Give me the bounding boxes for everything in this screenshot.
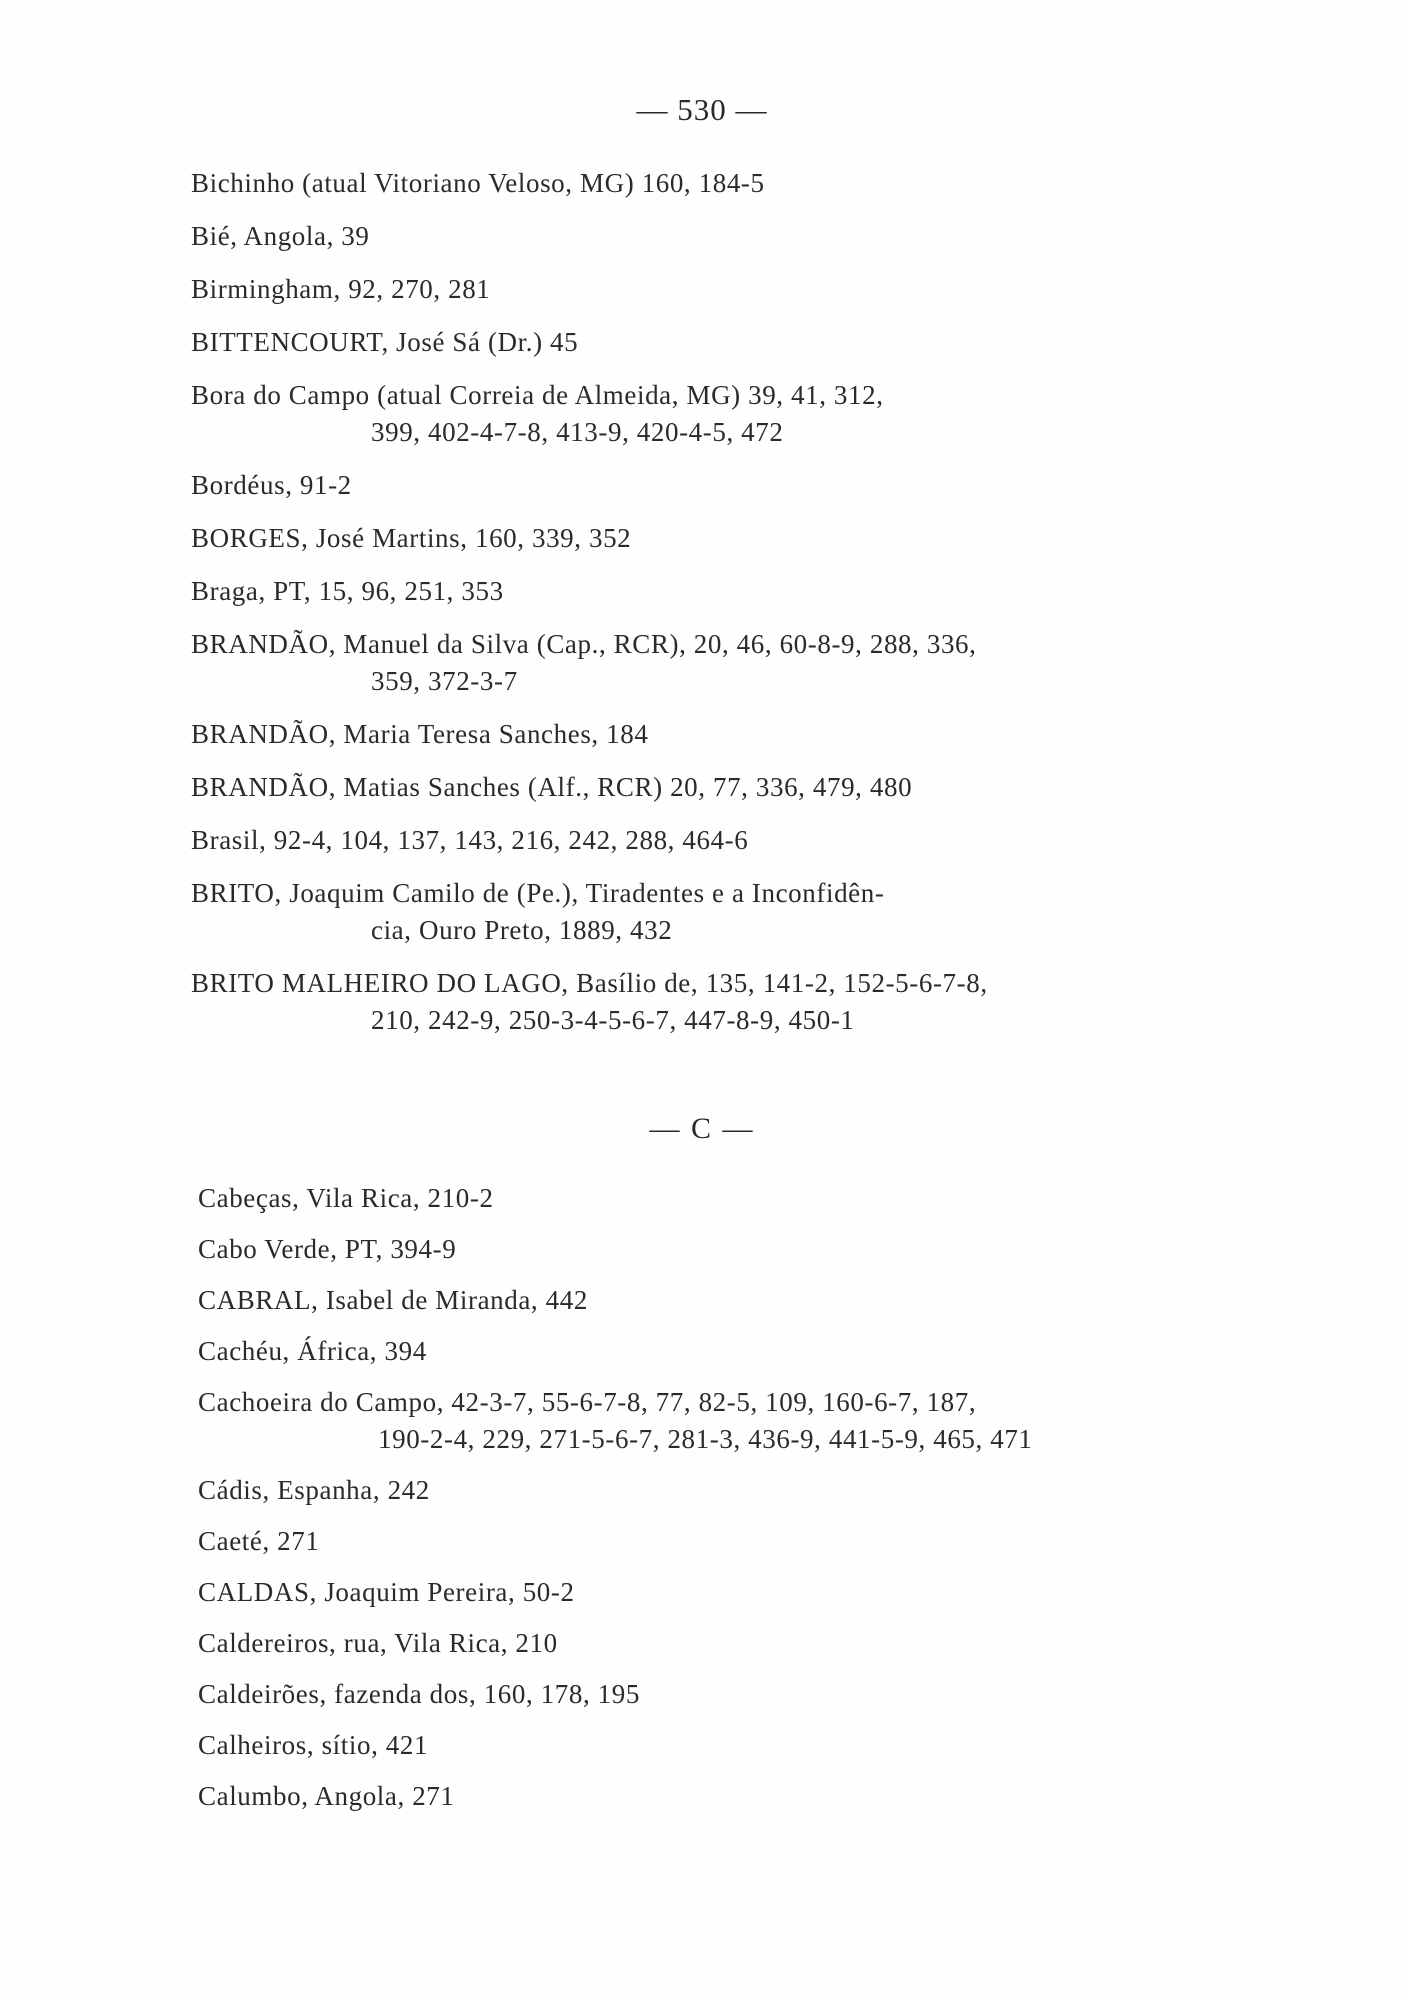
index-entry-continuation: 399, 402-4-7-8, 413-9, 420-4-5, 472 [371, 417, 784, 447]
index-entry [191, 218, 1221, 255]
index-entry-line: Bichinho (atual Vitoriano Veloso, MG) 160, 184-5 [191, 168, 765, 198]
index-entry-line: CABRAL, Isabel de Miranda, 442 [198, 1285, 588, 1315]
index-entry-continuation: 210, 242-9, 250-3-4-5-6-7, 447-8-9, 450-1 [371, 1005, 855, 1035]
index-entry-line: Calheiros, sítio, 421 [198, 1730, 429, 1760]
index-entry [191, 716, 1221, 753]
letter-heading-c: — C — [649, 1112, 755, 1145]
index-section-b [191, 165, 1221, 1055]
index-section-c [198, 1180, 1228, 1829]
index-entry [191, 467, 1221, 504]
index-entry [198, 1282, 1228, 1319]
index-entry [198, 1778, 1228, 1815]
index-entry [191, 324, 1221, 361]
page-number: — 530 — [636, 92, 768, 127]
index-entry [198, 1574, 1228, 1611]
index-entry [198, 1472, 1228, 1509]
index-entry-continuation: 359, 372-3-7 [371, 666, 518, 696]
index-entry [198, 1384, 1228, 1458]
index-entry [198, 1180, 1228, 1217]
index-entry [198, 1231, 1228, 1268]
index-entry-line: Caldeirões, fazenda dos, 160, 178, 195 [198, 1679, 640, 1709]
index-entry-line: Brasil, 92-4, 104, 137, 143, 216, 242, 288, 464-6 [191, 825, 749, 855]
index-entry-line: Bora do Campo (atual Correia de Almeida, MG) 39, 41, 312, [191, 380, 884, 410]
index-entry [198, 1727, 1228, 1764]
index-entry [191, 377, 1221, 451]
index-entry-line: BORGES, José Martins, 160, 339, 352 [191, 523, 632, 553]
index-entry-line: BRITO, Joaquim Camilo de (Pe.), Tiradentes e a Inconfidên- [191, 878, 885, 908]
index-entry [191, 875, 1221, 949]
index-entry-line: BITTENCOURT, José Sá (Dr.) 45 [191, 327, 579, 357]
index-entry-line: Cádis, Espanha, 242 [198, 1475, 430, 1505]
index-entry [198, 1333, 1228, 1370]
index-entry [198, 1523, 1228, 1560]
index-entry [191, 573, 1221, 610]
index-entry [191, 165, 1221, 202]
index-entry-line: CALDAS, Joaquim Pereira, 50-2 [198, 1577, 575, 1607]
index-entry-line: Birmingham, 92, 270, 281 [191, 274, 491, 304]
index-entry-line: BRITO MALHEIRO DO LAGO, Basílio de, 135, 141-2, 152-5-6-7-8, [191, 968, 988, 998]
index-entry-line: Calumbo, Angola, 271 [198, 1781, 455, 1811]
index-entry [191, 822, 1221, 859]
index-entry [198, 1625, 1228, 1662]
index-entry-line: Cachéu, África, 394 [198, 1336, 427, 1366]
index-entry-line: Cabeças, Vila Rica, 210-2 [198, 1183, 494, 1213]
index-entry [191, 626, 1221, 700]
index-entry [191, 965, 1221, 1039]
index-entry-line: Bié, Angola, 39 [191, 221, 370, 251]
index-entry-continuation: cia, Ouro Preto, 1889, 432 [371, 915, 673, 945]
index-entry-line: Bordéus, 91-2 [191, 470, 352, 500]
index-entry-line: Cachoeira do Campo, 42-3-7, 55-6-7-8, 77, 82-5, 109, 160-6-7, 187, [198, 1387, 977, 1417]
index-entry [191, 769, 1221, 806]
index-entry-line: BRANDÃO, Maria Teresa Sanches, 184 [191, 719, 649, 749]
index-entry-line: Braga, PT, 15, 96, 251, 353 [191, 576, 504, 606]
index-entry-continuation: 190-2-4, 229, 271-5-6-7, 281-3, 436-9, 441-5-9, 465, 471 [378, 1424, 1033, 1454]
index-entry-line: Caeté, 271 [198, 1526, 320, 1556]
index-entry [191, 520, 1221, 557]
index-entry [198, 1676, 1228, 1713]
index-entry-line: Cabo Verde, PT, 394-9 [198, 1234, 457, 1264]
index-entry-line: BRANDÃO, Matias Sanches (Alf., RCR) 20, 77, 336, 479, 480 [191, 772, 913, 802]
index-entry-line: BRANDÃO, Manuel da Silva (Cap., RCR), 20, 46, 60-8-9, 288, 336, [191, 629, 977, 659]
index-entry-line: Caldereiros, rua, Vila Rica, 210 [198, 1628, 558, 1658]
index-entry [191, 271, 1221, 308]
